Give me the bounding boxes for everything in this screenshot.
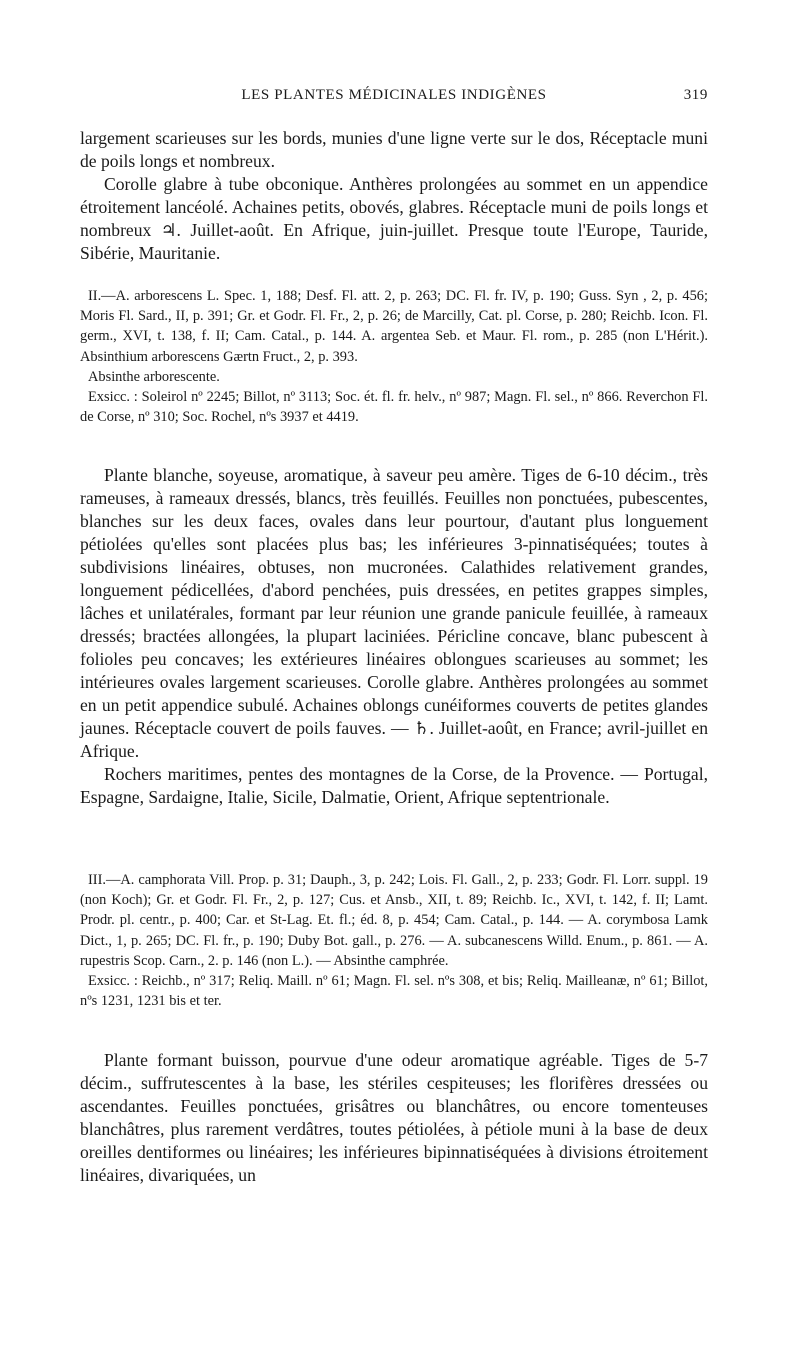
continued-description: [80, 127, 708, 265]
paragraph: Plante blanche, soyeuse, aromatique, à saveur peu amère. Tiges de 6-10 décim., très rameuses, à rameaux dressés, blancs, très feuillés. Feuilles non ponctuées, pubescentes, blanches sur les deux faces, ovales dans leur pourtour, d'autant plus longuement pétiolées qu'elles sont placées plus bas; les inférieures 3-pinnatiséquées; toutes à subdivisions linéaires, obtuses, non mucronées. Calathides relativement grandes, longuement pédicellées, d'abord penchées, puis dressées, en petites grappes simples, lâches et unilatérales, formant par leur réunion une grande panicule feuillée, à rameaux dressés; bractées allongées, la plupart laciniées. Péricline concave, blanc pubescent à folioles peu concaves; les extérieures linéaires oblongues scarieuses au sommet; les intérieures ovales largement scarieuses. Corolle glabre. Anthères prolongées au sommet en un petit appendice subulé. Achaines oblongs cunéiformes couverts de petites glandes jaunes. Réceptacle couvert de poils fauves. — ♄. Juillet-août, en France; avril-juillet en Afrique.: [80, 465, 708, 761]
page-number: 319: [683, 87, 708, 103]
running-header: [80, 87, 708, 107]
synonymy-text: II.—A. arborescens L. Spec. 1, 188; Desf. Fl. att. 2, p. 263; DC. Fl. fr. IV, p. 190; Guss. Syn , 2, p. 456; Moris Fl. Sard., II, p. 391; Gr. et Godr. Fl. Fr., 2, p. 26; de Marcilly, Cat. pl. Corse, p. 280; Reichb. Icon. Fl. germ., XVI, t. 138, f. II; Cam. Catal., p. 144. A. argentea Seb. et Maur. Fl. rom., p. 285 (non L'Hérit.). Absinthium arborescens Gærtn Fruct., 2, p. 393.: [80, 288, 708, 365]
running-title: LES PLANTES MÉDICINALES INDIGÈNES: [241, 87, 547, 103]
exsiccata-text: Exsicc. : Soleirol nº 2245; Billot, nº 3113; Soc. ét. fl. fr. helv., nº 987; Magn. Fl. sel., nº 866. Reverchon Fl. de Corse, nº 310; Soc. Rochel, nºs 3937 et 4419.: [80, 389, 708, 426]
species-description-arborescens: [80, 464, 708, 809]
common-name: Absinthe arborescente.: [88, 368, 220, 385]
synonymy-block-camphorata: [80, 870, 708, 1011]
paragraph: Corolle glabre à tube obconique. Anthères prolongées au sommet en un appendice étroitement lancéolé. Achaines petits, obovés, glabres. Réceptacle muni de poils longs et nombreux ♃. Juillet-août. En Afrique, juin-juillet. Presque toute l'Europe, Tauride, Sibérie, Mauritanie.: [80, 174, 708, 263]
synonymy-block-arborescens: [80, 286, 708, 427]
paragraph: largement scarieuses sur les bords, munies d'une ligne verte sur le dos, Réceptacle muni de poils longs et nombreux.: [80, 128, 708, 171]
species-description-camphorata: [80, 1049, 708, 1187]
paragraph: Rochers maritimes, pentes des montagnes de la Corse, de la Provence. — Portugal, Espagne, Sardaigne, Italie, Sicile, Dalmatie, Orient, Afrique septentrionale.: [80, 764, 708, 807]
paragraph: Plante formant buisson, pourvue d'une odeur aromatique agréable. Tiges de 5-7 décim., suffrutescentes à la base, les stériles cespiteuses; les florifères dressées ou ascendantes. Feuilles ponctuées, grisâtres ou blanchâtres, ou encore tomenteuses blanchâtres, plus rarement verdâtres, toutes pétiolées, à pétiole muni à la base de deux oreilles dentiformes ou linéaires; les inférieures bipinnatiséquées à divisions étroitement linéaires, divariquées, un: [80, 1050, 708, 1185]
synonymy-text: III.—A. camphorata Vill. Prop. p. 31; Dauph., 3, p. 242; Lois. Fl. Gall., 2, p. 233; Godr. Fl. Lorr. suppl. 19 (non Koch); Gr. et Godr. Fl. Fr., 2, p. 127; Cus. et Ansb., XII, t. 89; Reichb. Ic., XVI, t. 142, f. II; Lamt. Prodr. pl. centr., p. 400; Car. et St-Lag. Et. fl.; éd. 8, p. 454; Cam. Catal., p. 144. — A. corymbosa Lamk Dict., 1, p. 265; DC. Fl. fr., p. 190; Duby Bot. gall., p. 276. — A. subcanescens Willd. Enum., p. 861. — A. rupestris Scop. Carn., 2. p. 146 (non L.). — Absinthe camphrée.: [80, 872, 708, 969]
exsiccata-text: Exsicc. : Reichb., nº 317; Reliq. Maill. nº 61; Magn. Fl. sel. nºs 308, et bis; Reliq. Mailleanæ, nº 61; Billot, nºs 1231, 1231 bis et ter.: [80, 973, 708, 1010]
